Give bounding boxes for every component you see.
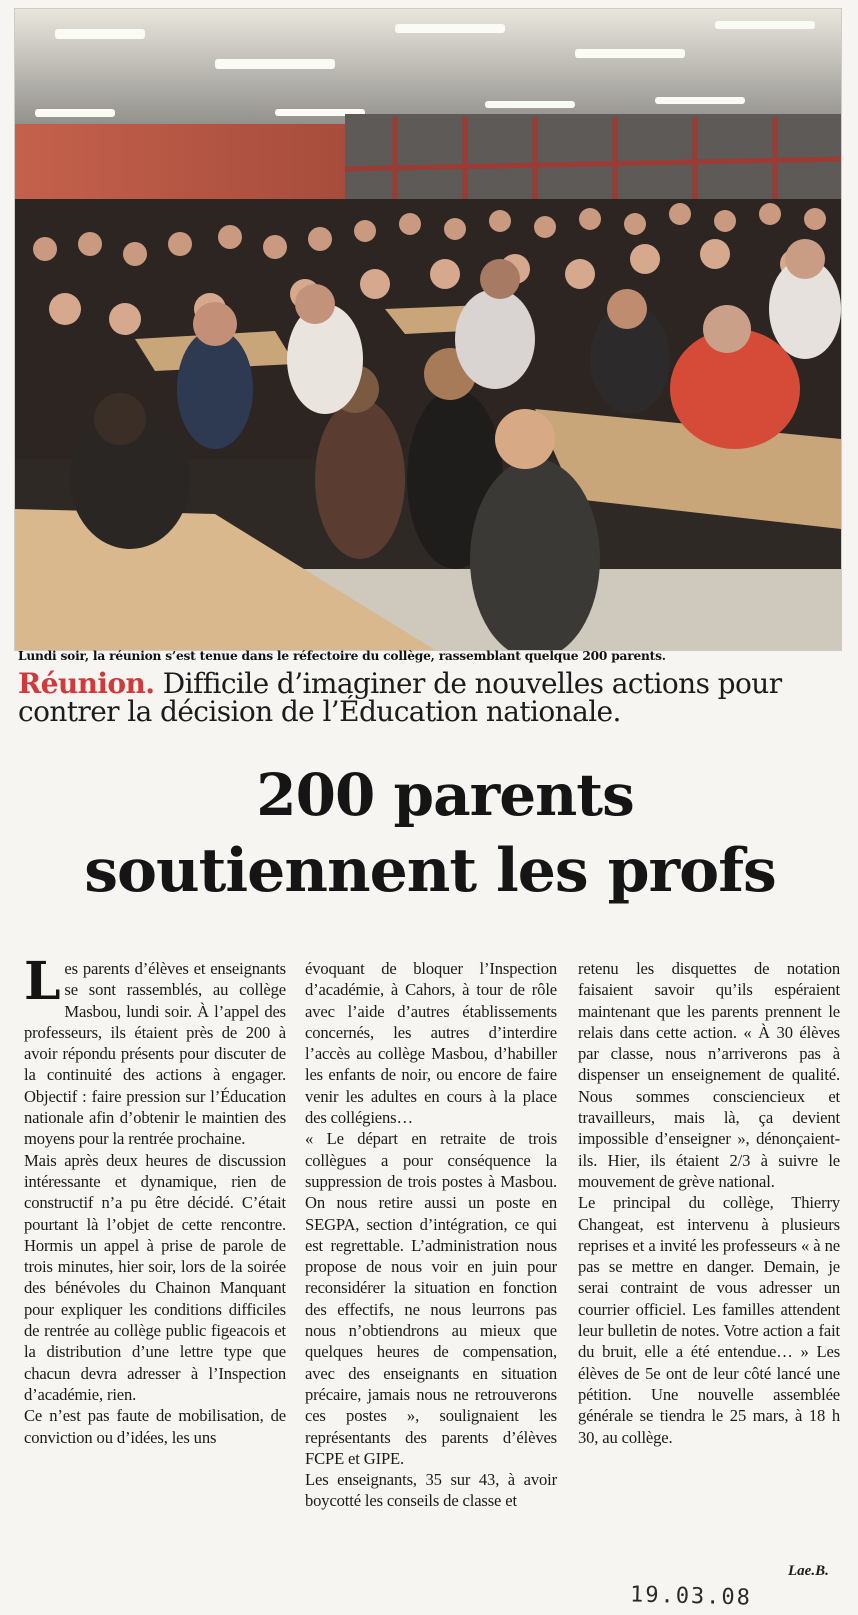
article-paragraph: retenu les disquettes de notation faisaient savoir qu’ils espéraient maintenant que les parents prennent le relais dans cette action. « À 30 élèves par classe, nous n’arriverons pas à dispenser un enseignement de qualité. Nous sommes consciencieux et travailleurs, mais là, ça devient impossible d’enseigner », dénonçaient-ils. Hier, ils étaient 2/3 à suivre le mouvement de grève national.	[578, 959, 840, 1191]
article-paragraph: « Le départ en retraite de trois collègues a pour conséquence la suppression de trois postes à Masbou. On nous retire aussi un poste en SEGPA, section d’intégration, ce qui est regrettable. L’administration nous propose de nous voir en juin pour reconsidérer la situation en fonction des effectifs, ne nous leurrons pas nous n’obtiendrons au mieux que quelques heures de compensation, avec des enseignants en situation précaire, jamais nous ne retrouverons ces postes », soulignaient les représentants des parents d’élèves FCPE et GIPE.	[305, 1129, 557, 1468]
article-paragraph: évoquant de bloquer l’Inspection d’académie, à Cahors, à tour de rôle avec l’aide d’autres établissements concernés, les autres d’interdire l’accès au collège Masbou, d’habiller les enfants de noir, ou encore de faire venir les adultes en cours à la place des collégiens…	[305, 959, 557, 1128]
photo-caption: Lundi soir, la réunion s’est tenue dans le réfectoire du collège, rassemblant quelque 200 parents.	[18, 649, 666, 663]
kicker	[18, 667, 838, 728]
drop-cap: L	[24, 951, 61, 1012]
article-column-3	[578, 958, 840, 1448]
article-paragraph: Mais après deux heures de discussion intéressante et dynamique, rien de constructif n’a pu être décidé. C’était pourtant là l’objet de cette rencontre. Hormis un appel à prise de parole de trois minutes, hier soir, lors de la soirée des bénévoles du Chainon Manquant pour expliquer les conditions difficiles de rentrée au collège public figeacois et la distribution d’une lettre type que chacun devra adresser à l’Inspection d’académie, rien.	[24, 1150, 286, 1404]
handwritten-date: 19.03.08	[629, 1582, 753, 1611]
meeting-photo-illustration	[15, 9, 841, 650]
article-paragraph: Les enseignants, 35 sur 43, à avoir boycotté les conseils de classe et	[305, 1470, 557, 1511]
headline	[30, 758, 830, 910]
headline-line-1: 200 parents	[256, 761, 634, 829]
article-column-2	[305, 958, 557, 1512]
article-paragraph: Le principal du collège, Thierry Changeat, est intervenu à plusieurs reprises et a invité les professeurs « à ne pas se mettre en danger. Demain, je serai contraint de vous adresser un courrier officiel. Les familles attendent leur bulletin de notes. Votre action a fait du bruit, elle a été entendue… » Les élèves de 5e ont de leur côté lancé une pétition. Une nouvelle assemblée générale se tiendra le 25 mars, à 18 h 30, au collège.	[578, 1193, 840, 1447]
kicker-text: Difficile d’imaginer de nouvelles actions pour contrer la décision de l’Éducation nationale.	[18, 667, 782, 728]
author-signature: Lae.B.	[788, 1563, 829, 1579]
article-column-1	[24, 951, 286, 1448]
kicker-tag: Réunion.	[18, 667, 155, 700]
article-paragraph: Ce n’est pas faute de mobilisation, de conviction ou d’idées, les uns	[24, 1406, 286, 1447]
paragraph-text: es parents d’élèves et enseignants se sont rassemblés, au collège Masbou, lundi soir. À l’appel des professeurs, ils étaient près de 200 à avoir répondu présents pour discuter de la continuité des actions à engager. Objectif : faire pression sur l’Éducation nationale afin d’obtenir le maintien des moyens pour la rentrée prochaine.	[24, 959, 286, 1149]
meeting-photo	[14, 8, 842, 651]
article-paragraph	[24, 951, 286, 1150]
headline-line-2: soutiennent les profs	[84, 836, 776, 906]
